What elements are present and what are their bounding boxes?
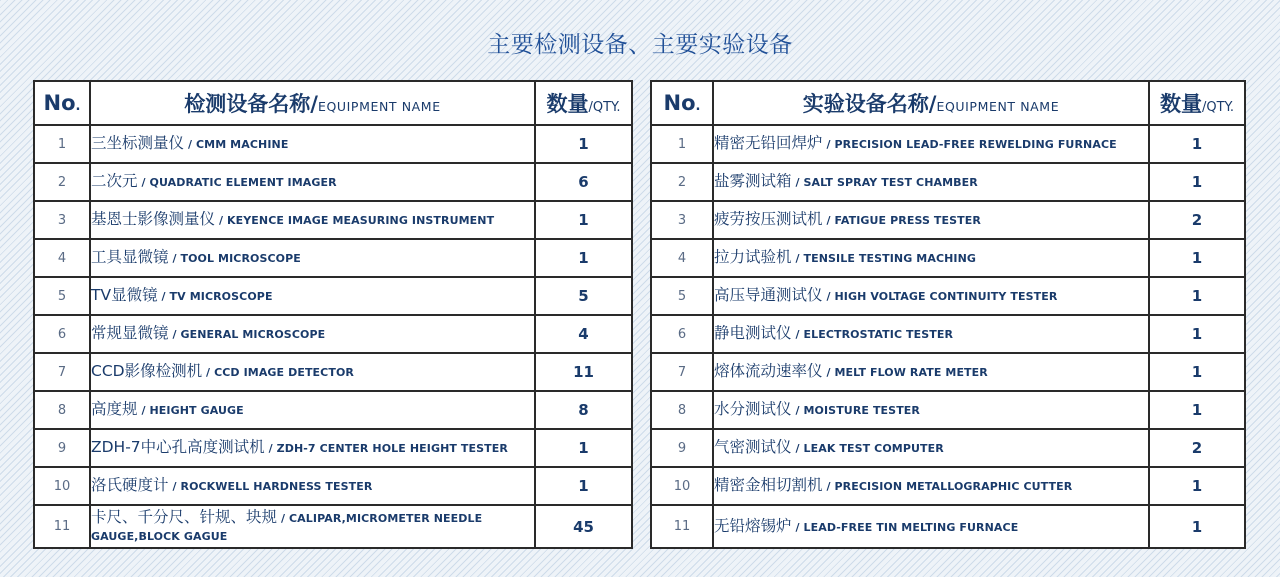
equipment-name (90, 125, 535, 163)
equipment-name (713, 239, 1149, 277)
equipment-quantity: 1 (535, 429, 632, 467)
table-row (34, 315, 632, 353)
equipment-name-en: / TENSILE TESTING MACHING (791, 252, 977, 265)
row-number: 1 (651, 125, 713, 163)
equipment-name-cn: 基恩士影像测量仪 (91, 210, 216, 228)
equipment-quantity: 1 (1149, 239, 1245, 277)
header-quantity: 数量/QTY. (1149, 81, 1245, 125)
row-number: 11 (34, 505, 90, 548)
equipment-quantity: 5 (535, 277, 632, 315)
equipment-name-en: / KEYENCE IMAGE MEASURING INSTRUMENT (215, 214, 495, 227)
equipment-name (713, 467, 1149, 505)
equipment-name (90, 277, 535, 315)
equipment-name-cn: 无铅熔锡炉 (714, 516, 792, 535)
table-row (651, 277, 1245, 315)
equipment-name-cn: 熔体流动速率仪 (714, 362, 823, 380)
equipment-quantity: 45 (535, 505, 632, 548)
equipment-quantity: 1 (1149, 353, 1245, 391)
table-row (651, 125, 1245, 163)
equipment-name (713, 277, 1149, 315)
table-row (34, 277, 632, 315)
equipment-name (713, 201, 1149, 239)
equipment-name-en: / GENERAL MICROSCOPE (168, 328, 326, 341)
equipment-name (90, 315, 535, 353)
equipment-name-cn: 水分测试仪 (714, 400, 792, 418)
equipment-name-en: / SALT SPRAY TEST CHAMBER (791, 176, 978, 189)
equipment-name (90, 467, 535, 505)
equipment-name-en: / TV MICROSCOPE (157, 290, 273, 303)
equipment-quantity: 1 (535, 125, 632, 163)
equipment-name-cn: 三坐标测量仪 (91, 134, 185, 152)
row-number: 1 (34, 125, 90, 163)
equipment-name (713, 163, 1149, 201)
equipment-quantity: 4 (535, 315, 632, 353)
table-row (34, 505, 632, 548)
equipment-name-cn: 卡尺、千分尺、针规、块规 (91, 507, 278, 526)
equipment-name-cn: 二次元 (91, 172, 138, 190)
row-number: 3 (34, 201, 90, 239)
equipment-name-en: / CMM MACHINE (184, 138, 289, 151)
equipment-name (713, 391, 1149, 429)
equipment-name-en: / QUADRATIC ELEMENT IMAGER (137, 176, 337, 189)
row-number: 9 (651, 429, 713, 467)
header-no: No. (651, 81, 713, 125)
equipment-name-en: / TOOL MICROSCOPE (168, 252, 301, 265)
table-row (34, 201, 632, 239)
equipment-quantity: 6 (535, 163, 632, 201)
row-number: 10 (34, 467, 90, 505)
row-number: 4 (651, 239, 713, 277)
equipment-quantity: 1 (1149, 505, 1245, 548)
table-row (34, 467, 632, 505)
equipment-name (90, 391, 535, 429)
equipment-name-en: / CCD IMAGE DETECTOR (202, 366, 354, 379)
equipment-name-en: / MELT FLOW RATE METER (822, 366, 988, 379)
equipment-name-en: / LEAK TEST COMPUTER (791, 442, 944, 455)
table-row (34, 391, 632, 429)
equipment-name (90, 163, 535, 201)
equipment-name-cn: 疲劳按压测试机 (714, 210, 823, 228)
equipment-quantity: 1 (1149, 277, 1245, 315)
equipment-name-en: / ROCKWELL HARDNESS TESTER (168, 480, 373, 493)
equipment-name (713, 125, 1149, 163)
equipment-name-en: / PRECISION LEAD-FREE REWELDING FURNACE (822, 138, 1117, 151)
table-row (34, 429, 632, 467)
equipment-name (713, 315, 1149, 353)
row-number: 7 (34, 353, 90, 391)
table-row (34, 163, 632, 201)
equipment-name-en: / PRECISION METALLOGRAPHIC CUTTER (822, 480, 1073, 493)
equipment-name-en: / CALIPAR,MICROMETER NEEDLE GAUGE,BLOCK GAGUE (91, 511, 483, 543)
row-number: 9 (34, 429, 90, 467)
equipment-name (90, 201, 535, 239)
equipment-name (713, 429, 1149, 467)
experiment-equipment-table (650, 80, 1246, 549)
row-number: 6 (34, 315, 90, 353)
equipment-name-cn: 静电测试仪 (714, 324, 792, 342)
equipment-quantity: 1 (1149, 315, 1245, 353)
table-row (34, 125, 632, 163)
row-number: 10 (651, 467, 713, 505)
equipment-quantity: 2 (1149, 429, 1245, 467)
equipment-name-en: / HEIGHT GAUGE (137, 404, 244, 417)
equipment-name-en: / ELECTROSTATIC TESTER (791, 328, 954, 341)
equipment-quantity: 1 (535, 239, 632, 277)
equipment-name (90, 239, 535, 277)
table-row (651, 201, 1245, 239)
equipment-name (90, 505, 535, 548)
equipment-name-en: / LEAD-FREE TIN MELTING FURNACE (791, 520, 1019, 534)
equipment-name-cn: 精密无铅回焊炉 (714, 134, 823, 152)
row-number: 7 (651, 353, 713, 391)
equipment-name-en: / FATIGUE PRESS TESTER (822, 214, 981, 227)
row-number: 5 (34, 277, 90, 315)
row-number: 8 (651, 391, 713, 429)
row-number: 4 (34, 239, 90, 277)
table-row (651, 353, 1245, 391)
equipment-quantity: 1 (535, 201, 632, 239)
row-number: 8 (34, 391, 90, 429)
equipment-quantity: 11 (535, 353, 632, 391)
equipment-quantity: 1 (535, 467, 632, 505)
equipment-quantity: 2 (1149, 201, 1245, 239)
equipment-name-cn: 气密测试仪 (714, 438, 792, 456)
equipment-name (713, 505, 1149, 548)
equipment-name (90, 353, 535, 391)
equipment-name (713, 353, 1149, 391)
equipment-quantity: 1 (1149, 125, 1245, 163)
table-row (34, 239, 632, 277)
header-quantity: 数量/QTY. (535, 81, 632, 125)
table-row (651, 391, 1245, 429)
row-number: 2 (34, 163, 90, 201)
header-equipment-name: 检测设备名称/EQUIPMENT NAME (90, 81, 535, 125)
equipment-name-cn: 精密金相切割机 (714, 476, 823, 494)
equipment-quantity: 8 (535, 391, 632, 429)
row-number: 6 (651, 315, 713, 353)
equipment-name-cn: TV显微镜 (91, 286, 158, 304)
equipment-quantity: 1 (1149, 467, 1245, 505)
equipment-name-cn: 常规显微镜 (91, 324, 169, 342)
table-header-row (34, 81, 632, 125)
table-row (651, 467, 1245, 505)
equipment-name-en: / MOISTURE TESTER (791, 404, 920, 417)
table-header-row (651, 81, 1245, 125)
row-number: 3 (651, 201, 713, 239)
table-row (651, 429, 1245, 467)
table-row (651, 239, 1245, 277)
table-row (34, 353, 632, 391)
equipment-name-cn: ZDH-7中心孔高度测试机 (91, 438, 265, 456)
equipment-name-cn: 洛氏硬度计 (91, 476, 169, 494)
equipment-name-en: / HIGH VOLTAGE CONTINUITY TESTER (822, 290, 1058, 303)
equipment-name-cn: 工具显微镜 (91, 248, 169, 266)
equipment-quantity: 1 (1149, 391, 1245, 429)
equipment-name-cn: CCD影像检测机 (91, 362, 203, 380)
row-number: 2 (651, 163, 713, 201)
equipment-name-cn: 高压导通测试仪 (714, 286, 823, 304)
equipment-name-en: / ZDH-7 CENTER HOLE HEIGHT TESTER (264, 442, 508, 455)
header-no: No. (34, 81, 90, 125)
equipment-name-cn: 高度规 (91, 400, 138, 418)
row-number: 11 (651, 505, 713, 548)
row-number: 5 (651, 277, 713, 315)
equipment-name-cn: 拉力试验机 (714, 248, 792, 266)
table-row (651, 505, 1245, 548)
table-row (651, 315, 1245, 353)
header-equipment-name: 实验设备名称/EQUIPMENT NAME (713, 81, 1149, 125)
equipment-name (90, 429, 535, 467)
inspection-equipment-table (33, 80, 633, 549)
page-title: 主要检测设备、主要实验设备 (487, 32, 793, 58)
table-row (651, 163, 1245, 201)
equipment-name-cn: 盐雾测试箱 (714, 172, 792, 190)
equipment-quantity: 1 (1149, 163, 1245, 201)
